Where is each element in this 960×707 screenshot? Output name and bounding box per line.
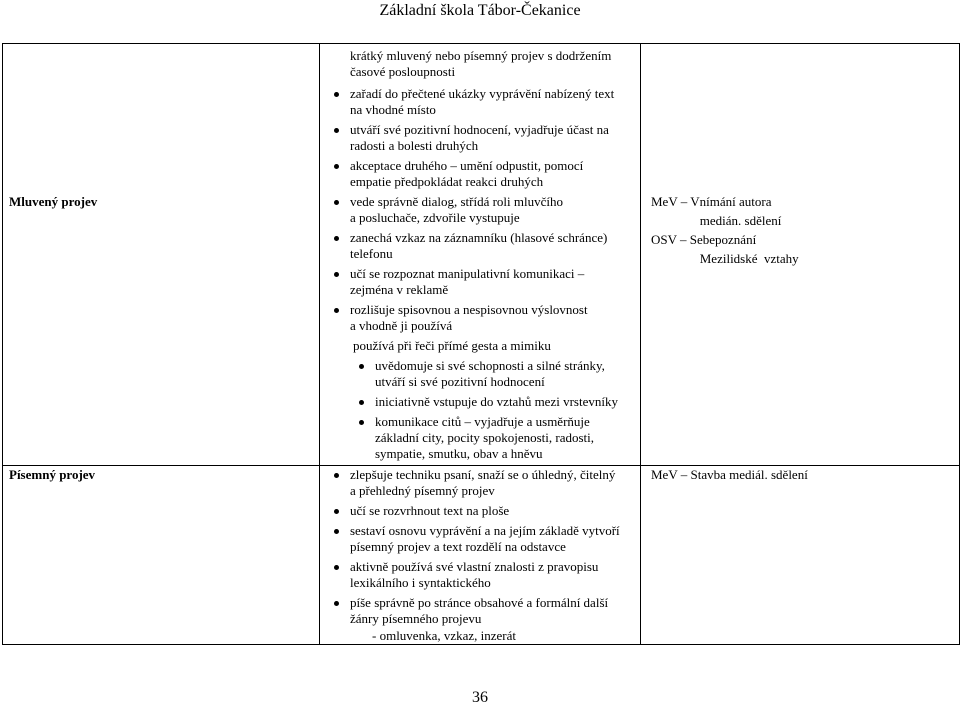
cross-topic-line: Mezilidské vztahy	[651, 251, 799, 266]
outcome-line: utváří si své pozitivní hodnocení	[375, 374, 545, 389]
table-row	[3, 466, 960, 645]
outcome-line: telefonu	[350, 246, 393, 261]
outcome-item	[350, 302, 588, 334]
outcome-line: uvědomuje si své schopnosti a silné stránky,	[375, 358, 605, 373]
outcome-item	[353, 338, 551, 354]
cross-topic-line: OSV – Sebepoznání	[651, 232, 757, 247]
outcome-line: komunikace citů – vyjadřuje a usměrňuje	[375, 414, 590, 429]
cross-topic-line: medián. sdělení	[651, 213, 782, 228]
outcomes-cell	[320, 44, 641, 466]
outcome-line: a posluchače, zdvořile vystupuje	[350, 210, 520, 225]
outcome-line: aktivně používá své vlastní znalosti z pravopisu	[350, 559, 599, 574]
outcome-line: učí se rozpoznat manipulativní komunikaci –	[350, 266, 585, 281]
cross-topic-line: MeV – Vnímání autora	[651, 194, 772, 209]
outcome-line: lexikálního i syntaktického	[350, 575, 491, 590]
outcomes-cell	[320, 466, 641, 645]
outcome-line: zlepšuje techniku psaní, snaží se o úhledný, čitelný	[350, 467, 616, 482]
outcome-line: časové posloupnosti	[350, 64, 456, 79]
page-number: 36	[472, 689, 488, 706]
outcome-item	[350, 467, 615, 499]
outcome-line: základní city, pocity spokojenosti, radosti,	[375, 430, 595, 445]
cross-topics-cell	[641, 44, 960, 466]
outcome-item	[350, 194, 563, 226]
outcome-item	[350, 48, 611, 80]
outcome-item	[350, 523, 620, 555]
outcome-item	[350, 86, 614, 118]
outcome-item	[372, 628, 516, 644]
outcome-line: sympatie, smutku, obav a hněvu	[375, 446, 543, 461]
outcome-line: vede správně dialog, střídá roli mluvčího	[350, 194, 564, 209]
outcome-item	[350, 595, 608, 627]
bullet-icon	[334, 473, 339, 478]
outcome-line: radosti a bolesti druhých	[350, 138, 479, 153]
bullet-icon	[359, 400, 364, 405]
outcome-line: na vhodné místo	[350, 102, 436, 117]
outcome-line: utváří své pozitivní hodnocení, vyjadřuje účast na	[350, 122, 609, 137]
outcome-item	[375, 394, 618, 410]
outcome-line: a vhodně ji používá	[350, 318, 453, 333]
outcome-line: zanechá vzkaz na záznamníku (hlasové schránce)	[350, 230, 608, 245]
outcome-line: iniciativně vstupuje do vztahů mezi vrstevníky	[375, 394, 618, 409]
outcome-item	[350, 158, 583, 190]
outcome-item	[350, 230, 607, 262]
outcome-line: krátký mluvený nebo písemný projev s dodržením	[350, 48, 612, 63]
outcome-item	[350, 503, 509, 519]
bullet-icon	[334, 236, 339, 241]
outcome-line: zařadí do přečtené ukázky vyprávění nabízený text	[350, 86, 615, 101]
outcome-line: empatie předpokládat reakci druhých	[350, 174, 544, 189]
row-label: Mluvený projev	[9, 194, 98, 209]
bullet-icon	[334, 308, 339, 313]
table-row	[3, 44, 960, 466]
bullet-icon	[334, 601, 339, 606]
bullet-icon	[359, 420, 364, 425]
outcome-line: akceptace druhého – umění odpustit, pomocí	[350, 158, 584, 173]
outcome-item	[375, 358, 605, 390]
outcome-line: učí se rozvrhnout text na ploše	[350, 503, 510, 518]
outcome-line: a přehledný písemný projev	[350, 483, 495, 498]
outcome-item	[350, 122, 609, 154]
outcome-line: rozlišuje spisovnou a nespisovnou výslovnost	[350, 302, 588, 317]
bullet-icon	[334, 565, 339, 570]
bullet-icon	[359, 364, 364, 369]
bullet-icon	[334, 128, 339, 133]
cross-topic-line: MeV – Stavba mediál. sdělení	[651, 467, 808, 482]
outcome-line: sestaví osnovu vyprávění a na jejím základě vytvoří	[350, 523, 620, 538]
outcome-line: písemný projev a text rozdělí na odstavce	[350, 539, 566, 554]
cross-topics-cell	[641, 466, 960, 645]
page-header: Základní škola Tábor-Čekanice	[379, 2, 581, 19]
row-label: Písemný projev	[9, 467, 96, 482]
outcome-item	[350, 266, 584, 298]
bullet-icon	[334, 164, 339, 169]
bullet-icon	[334, 272, 339, 277]
topic-cell	[3, 466, 320, 645]
bullet-icon	[334, 529, 339, 534]
outcome-line: píše správně po stránce obsahové a formální další	[350, 595, 609, 610]
outcome-line: - omluvenka, vzkaz, inzerát	[372, 628, 517, 643]
outcome-item	[350, 559, 598, 591]
outcome-line: žánry písemného projevu	[350, 611, 482, 626]
outcome-item	[375, 414, 594, 462]
bullet-icon	[334, 92, 339, 97]
bullet-icon	[334, 200, 339, 205]
curriculum-table	[2, 43, 960, 645]
topic-cell	[3, 44, 320, 466]
bullet-icon	[334, 509, 339, 514]
outcome-line: zejména v reklamě	[350, 282, 449, 297]
outcome-line: používá při řeči přímé gesta a mimiku	[353, 338, 551, 353]
